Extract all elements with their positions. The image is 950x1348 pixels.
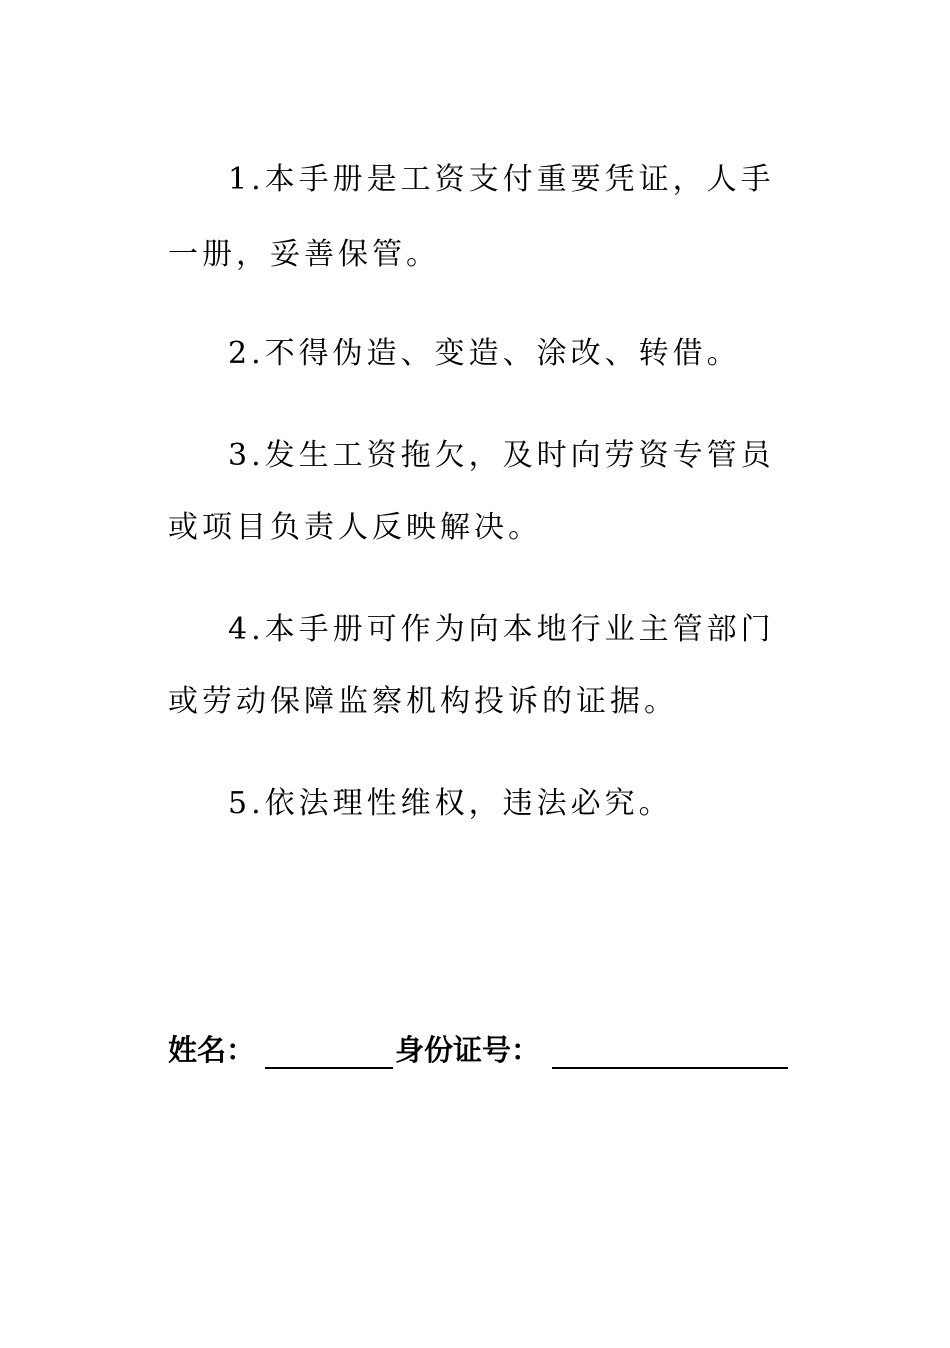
rule-1-line-1: 1.本手册是工资支付重要凭证，人手 xyxy=(228,162,775,197)
rule-4-line-2: 或劳动保障监察机构投诉的证据。 xyxy=(168,684,678,719)
rule-4-line-1: 4.本手册可作为向本地行业主管部门 xyxy=(228,612,775,647)
rule-3-line-1: 3.发生工资拖欠，及时向劳资专管员 xyxy=(228,438,775,473)
rule-2-line-1: 2.不得伪造、变造、涂改、转借。 xyxy=(228,336,741,371)
name-label: 姓名： xyxy=(168,1033,256,1067)
rule-3-line-2: 或项目负责人反映解决。 xyxy=(168,510,542,545)
id-number-label: 身份证号： xyxy=(395,1033,541,1067)
rule-1-line-2: 一册，妥善保管。 xyxy=(168,237,440,272)
id-number-field[interactable] xyxy=(552,1033,788,1069)
signature-row xyxy=(168,1025,808,1069)
rule-5-line-1: 5.依法理性维权，违法必究。 xyxy=(228,786,673,821)
name-field[interactable] xyxy=(265,1033,393,1069)
